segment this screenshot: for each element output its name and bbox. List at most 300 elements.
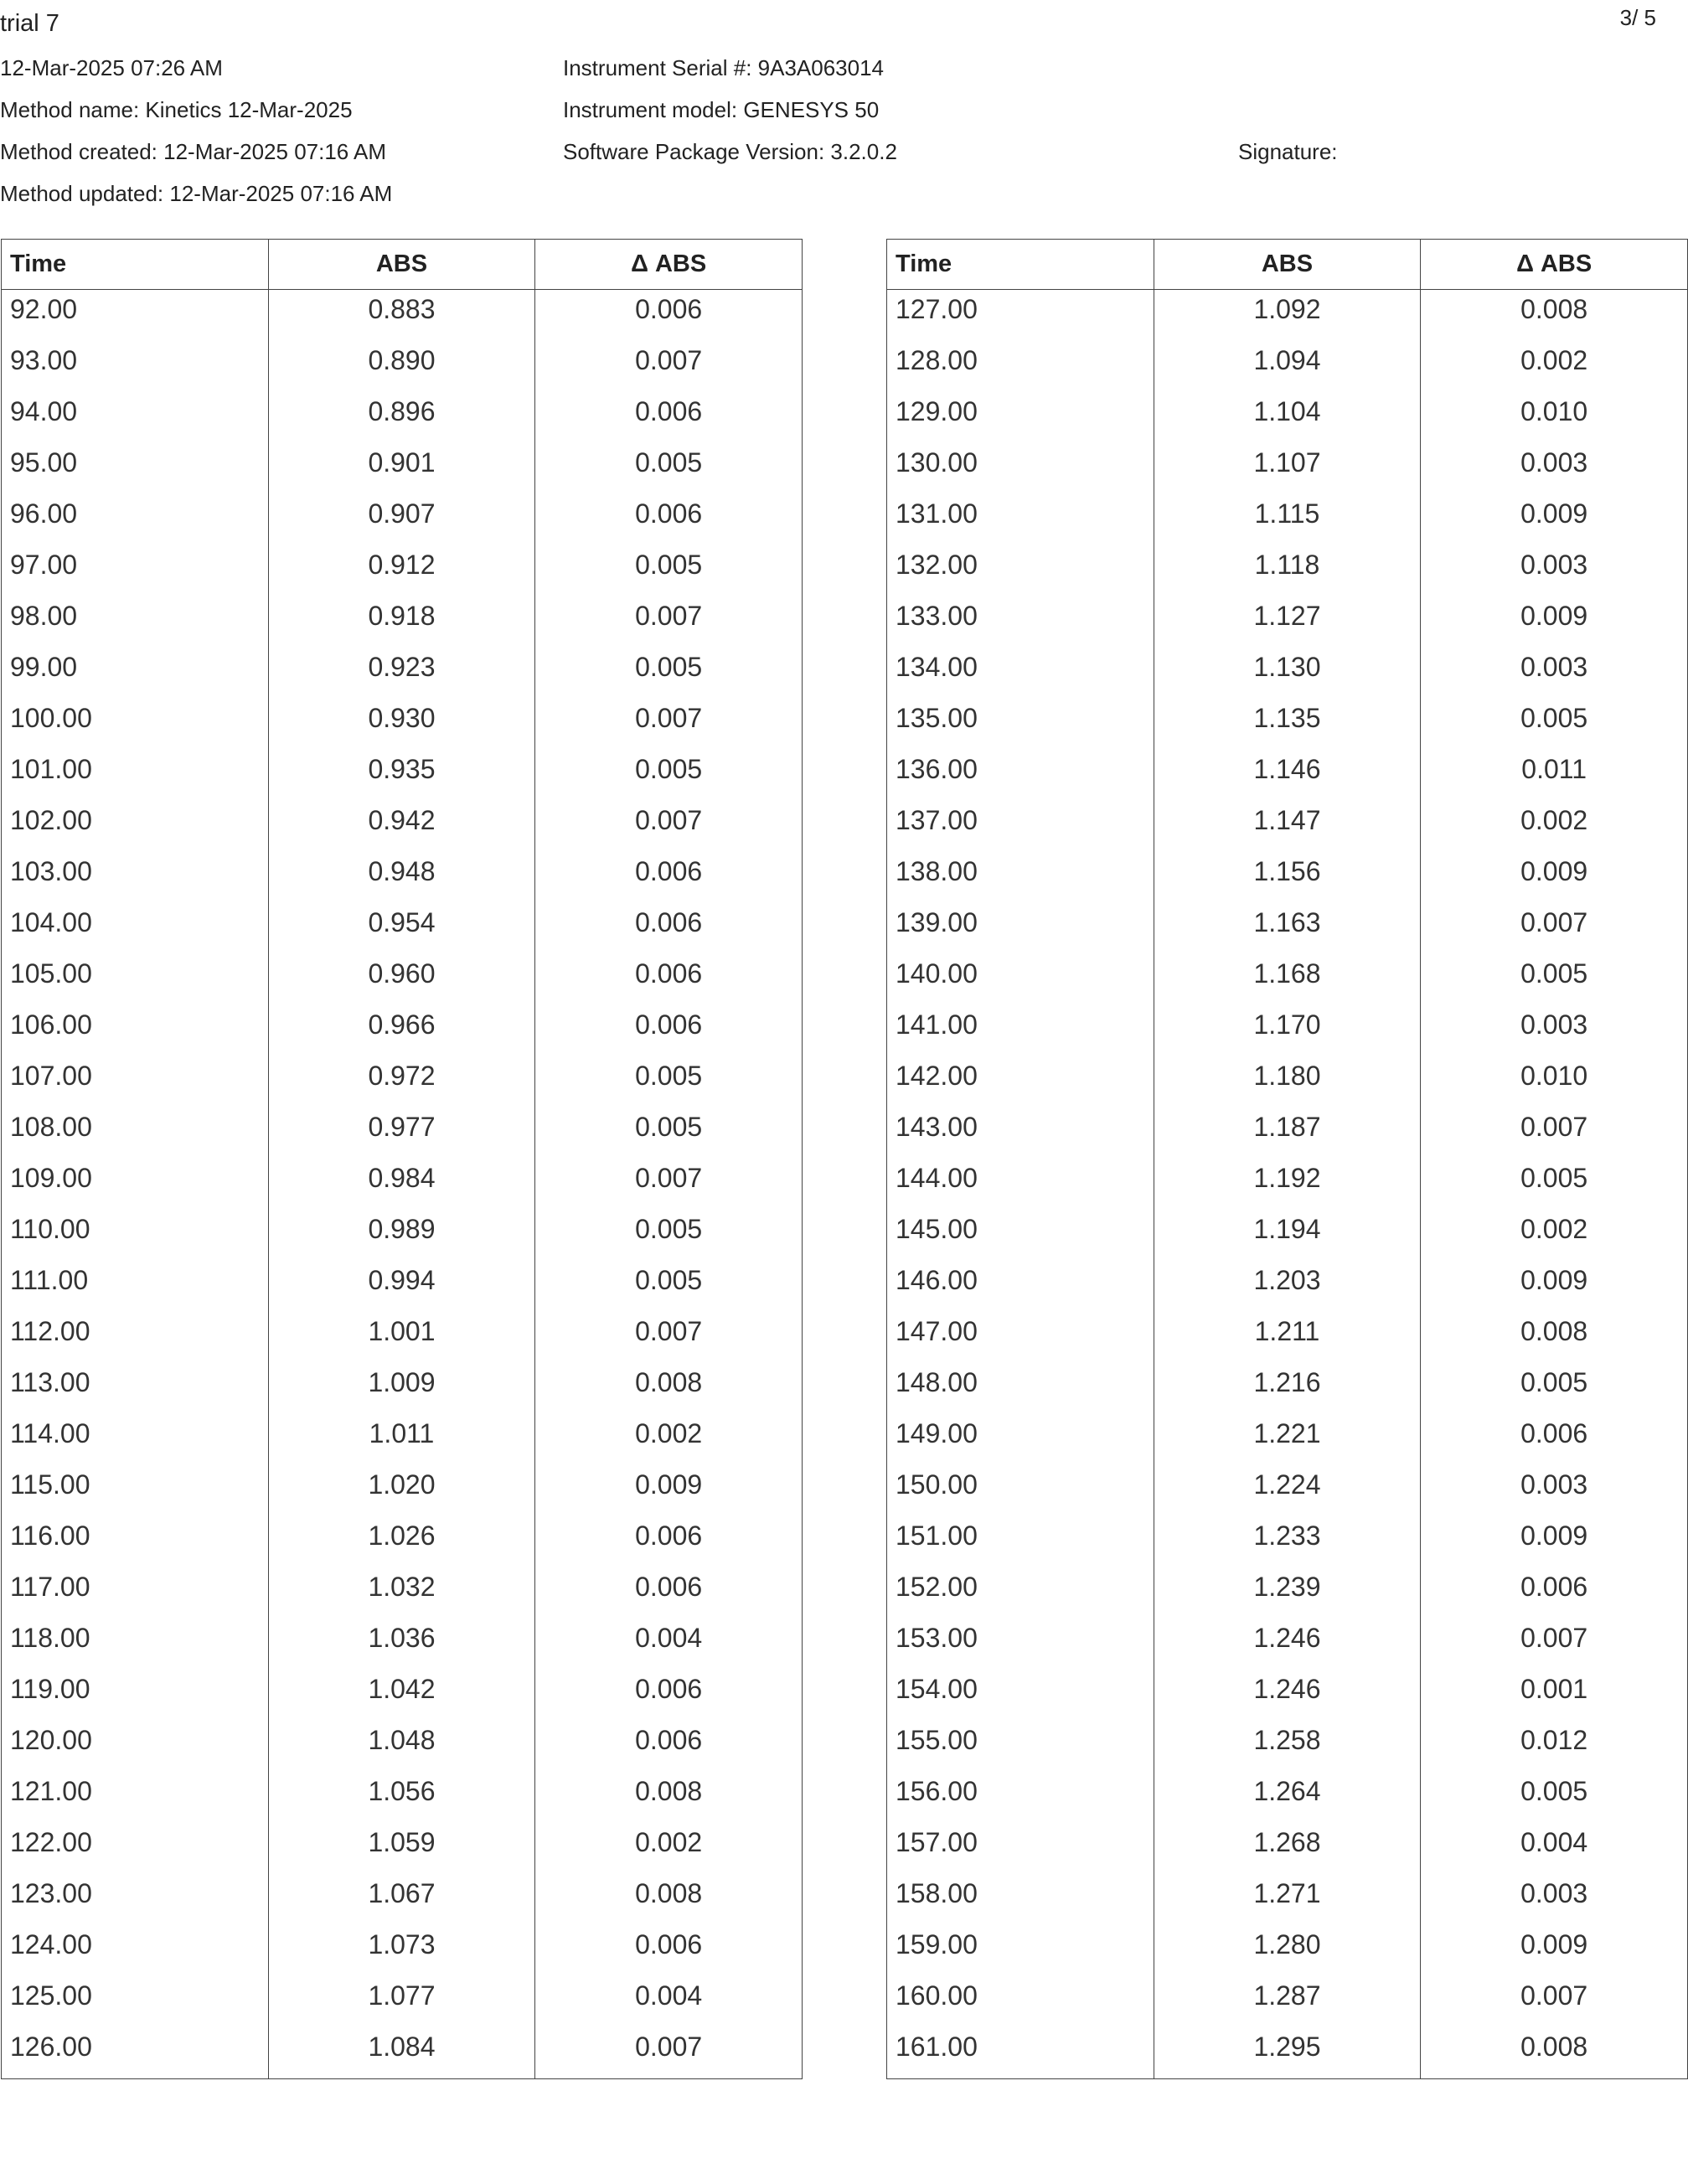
delta-abs-cell: 0.006 (535, 494, 803, 545)
table-row (887, 1976, 1688, 2027)
abs-cell: 1.271 (1154, 1874, 1421, 1925)
abs-cell: 1.077 (268, 1976, 535, 2027)
time-cell: 129.00 (887, 392, 1154, 443)
table-row (887, 1312, 1688, 1363)
delta-abs-cell: 0.010 (1421, 392, 1688, 443)
table-row (887, 1261, 1688, 1312)
abs-cell: 0.977 (268, 1107, 535, 1159)
delta-abs-cell: 0.007 (535, 341, 803, 392)
abs-cell: 1.216 (1154, 1363, 1421, 1414)
delta-abs-cell: 0.007 (1421, 1107, 1688, 1159)
delta-abs-cell: 0.006 (535, 290, 803, 342)
table-row (887, 1159, 1688, 1210)
delta-abs-cell: 0.002 (1421, 341, 1688, 392)
table-row (2, 1516, 803, 1567)
delta-abs-cell: 0.006 (535, 1925, 803, 1976)
table-row (2, 852, 803, 903)
time-cell: 101.00 (2, 750, 269, 801)
delta-abs-cell: 0.001 (1421, 1670, 1688, 1721)
column-header-time: Time (887, 240, 1154, 290)
page-number: 3/ 5 (1619, 5, 1656, 30)
abs-cell: 0.907 (268, 494, 535, 545)
abs-cell: 1.221 (1154, 1414, 1421, 1465)
abs-cell: 1.233 (1154, 1516, 1421, 1567)
time-cell: 111.00 (2, 1261, 269, 1312)
abs-cell: 1.026 (268, 1516, 535, 1567)
time-cell: 92.00 (2, 290, 269, 342)
abs-cell: 0.912 (268, 545, 535, 596)
time-cell: 146.00 (887, 1261, 1154, 1312)
method-updated: Method updated: 12-Mar-2025 07:16 AM (0, 181, 393, 206)
time-cell: 98.00 (2, 596, 269, 648)
table-row (2, 1619, 803, 1670)
table-row (887, 1925, 1688, 1976)
delta-abs-cell: 0.005 (1421, 1772, 1688, 1823)
time-cell: 103.00 (2, 852, 269, 903)
delta-abs-cell: 0.006 (535, 392, 803, 443)
time-cell: 150.00 (887, 1465, 1154, 1516)
delta-abs-cell: 0.010 (1421, 1056, 1688, 1107)
delta-abs-cell: 0.009 (1421, 1261, 1688, 1312)
abs-cell: 1.295 (1154, 2027, 1421, 2078)
table-row (887, 1567, 1688, 1619)
time-cell: 144.00 (887, 1159, 1154, 1210)
abs-cell: 1.073 (268, 1925, 535, 1976)
abs-cell: 0.972 (268, 1056, 535, 1107)
delta-abs-cell: 0.007 (535, 2027, 803, 2078)
time-cell: 133.00 (887, 596, 1154, 648)
delta-abs-cell: 0.009 (1421, 1925, 1688, 1976)
time-cell: 141.00 (887, 1005, 1154, 1056)
delta-abs-cell: 0.007 (1421, 903, 1688, 954)
time-cell: 161.00 (887, 2027, 1154, 2078)
table-row (2, 341, 803, 392)
time-cell: 155.00 (887, 1721, 1154, 1772)
time-cell: 112.00 (2, 1312, 269, 1363)
delta-abs-cell: 0.006 (535, 903, 803, 954)
time-cell: 113.00 (2, 1363, 269, 1414)
abs-cell: 1.163 (1154, 903, 1421, 954)
table-row (2, 290, 803, 342)
time-cell: 140.00 (887, 954, 1154, 1005)
table-row (2, 1976, 803, 2027)
instrument-serial: Instrument Serial #: 9A3A063014 (563, 55, 885, 80)
time-cell: 115.00 (2, 1465, 269, 1516)
table-row (2, 1414, 803, 1465)
table-row (887, 801, 1688, 852)
document-title: trial 7 (0, 10, 59, 37)
abs-cell: 1.203 (1154, 1261, 1421, 1312)
table-row (887, 1670, 1688, 1721)
abs-cell: 0.930 (268, 699, 535, 750)
abs-cell: 1.056 (268, 1772, 535, 1823)
table-row (887, 648, 1688, 699)
abs-cell: 1.020 (268, 1465, 535, 1516)
abs-cell: 1.067 (268, 1874, 535, 1925)
table-row (887, 1619, 1688, 1670)
time-cell: 135.00 (887, 699, 1154, 750)
delta-abs-cell: 0.007 (535, 1312, 803, 1363)
delta-abs-cell: 0.009 (1421, 494, 1688, 545)
abs-cell: 0.883 (268, 290, 535, 342)
table-row (2, 1465, 803, 1516)
abs-cell: 1.009 (268, 1363, 535, 1414)
delta-abs-cell: 0.002 (1421, 1210, 1688, 1261)
delta-abs-cell: 0.005 (535, 443, 803, 494)
abs-cell: 1.239 (1154, 1567, 1421, 1619)
delta-abs-cell: 0.005 (1421, 699, 1688, 750)
abs-cell: 0.954 (268, 903, 535, 954)
abs-cell: 1.032 (268, 1567, 535, 1619)
table-row (887, 954, 1688, 1005)
abs-cell: 0.960 (268, 954, 535, 1005)
abs-cell: 0.918 (268, 596, 535, 648)
time-cell: 157.00 (887, 1823, 1154, 1874)
table-row (887, 1005, 1688, 1056)
table-row (2, 1567, 803, 1619)
abs-cell: 0.942 (268, 801, 535, 852)
delta-abs-cell: 0.006 (535, 1670, 803, 1721)
delta-abs-cell: 0.012 (1421, 1721, 1688, 1772)
abs-cell: 1.115 (1154, 494, 1421, 545)
table-row (2, 750, 803, 801)
delta-abs-cell: 0.009 (535, 1465, 803, 1516)
time-cell: 154.00 (887, 1670, 1154, 1721)
time-cell: 131.00 (887, 494, 1154, 545)
abs-cell: 1.246 (1154, 1670, 1421, 1721)
abs-cell: 1.180 (1154, 1056, 1421, 1107)
abs-cell: 1.042 (268, 1670, 535, 1721)
delta-abs-cell: 0.002 (1421, 801, 1688, 852)
delta-abs-cell: 0.008 (535, 1772, 803, 1823)
table-row (887, 290, 1688, 342)
time-cell: 105.00 (2, 954, 269, 1005)
delta-abs-cell: 0.005 (535, 750, 803, 801)
abs-cell: 1.130 (1154, 648, 1421, 699)
abs-cell: 1.094 (1154, 341, 1421, 392)
time-cell: 104.00 (2, 903, 269, 954)
abs-cell: 1.268 (1154, 1823, 1421, 1874)
delta-abs-cell: 0.005 (535, 545, 803, 596)
time-cell: 110.00 (2, 1210, 269, 1261)
time-cell: 118.00 (2, 1619, 269, 1670)
time-cell: 95.00 (2, 443, 269, 494)
table-row (887, 1721, 1688, 1772)
time-cell: 109.00 (2, 1159, 269, 1210)
instrument-model: Instrument model: GENESYS 50 (563, 97, 880, 122)
table-row (2, 596, 803, 648)
delta-abs-cell: 0.008 (1421, 290, 1688, 342)
table-row (887, 1056, 1688, 1107)
table-row (887, 392, 1688, 443)
delta-abs-cell: 0.008 (535, 1363, 803, 1414)
time-cell: 137.00 (887, 801, 1154, 852)
table-header-row (887, 240, 1688, 290)
table-row (887, 1874, 1688, 1925)
method-name: Method name: Kinetics 12-Mar-2025 (0, 97, 353, 122)
abs-cell: 1.104 (1154, 392, 1421, 443)
table-bottom-padding (2, 2078, 803, 2079)
abs-cell: 1.084 (268, 2027, 535, 2078)
signature-label: Signature: (1238, 139, 1338, 164)
delta-abs-cell: 0.007 (535, 699, 803, 750)
table-row (2, 1670, 803, 1721)
padding-cell (1154, 2078, 1421, 2079)
time-cell: 159.00 (887, 1925, 1154, 1976)
abs-cell: 1.059 (268, 1823, 535, 1874)
table-row (2, 954, 803, 1005)
table-row (2, 1721, 803, 1772)
time-cell: 130.00 (887, 443, 1154, 494)
time-cell: 97.00 (2, 545, 269, 596)
delta-abs-cell: 0.003 (1421, 648, 1688, 699)
table-row (2, 903, 803, 954)
time-cell: 107.00 (2, 1056, 269, 1107)
delta-abs-cell: 0.009 (1421, 852, 1688, 903)
data-table-left (1, 239, 803, 2079)
table-row (887, 1772, 1688, 1823)
table-row (2, 392, 803, 443)
delta-abs-cell: 0.007 (535, 596, 803, 648)
padding-cell (887, 2078, 1154, 2079)
table-row (2, 1107, 803, 1159)
abs-cell: 1.246 (1154, 1619, 1421, 1670)
delta-abs-cell: 0.006 (535, 954, 803, 1005)
time-cell: 119.00 (2, 1670, 269, 1721)
delta-abs-cell: 0.008 (1421, 1312, 1688, 1363)
abs-cell: 1.001 (268, 1312, 535, 1363)
padding-cell (2, 2078, 269, 2079)
abs-cell: 1.224 (1154, 1465, 1421, 1516)
abs-cell: 0.896 (268, 392, 535, 443)
column-header-delta-abs: Δ ABS (1421, 240, 1688, 290)
delta-abs-cell: 0.005 (535, 1210, 803, 1261)
abs-cell: 0.935 (268, 750, 535, 801)
delta-abs-cell: 0.003 (1421, 1465, 1688, 1516)
padding-cell (1421, 2078, 1688, 2079)
table-row (887, 2027, 1688, 2078)
table-row (887, 903, 1688, 954)
time-cell: 151.00 (887, 1516, 1154, 1567)
table-row (887, 1516, 1688, 1567)
table-row (2, 1210, 803, 1261)
table-row (2, 1005, 803, 1056)
time-cell: 138.00 (887, 852, 1154, 903)
table-row (887, 1465, 1688, 1516)
delta-abs-cell: 0.007 (535, 1159, 803, 1210)
abs-cell: 1.170 (1154, 1005, 1421, 1056)
table-row (2, 1772, 803, 1823)
time-cell: 121.00 (2, 1772, 269, 1823)
time-cell: 139.00 (887, 903, 1154, 954)
time-cell: 156.00 (887, 1772, 1154, 1823)
time-cell: 120.00 (2, 1721, 269, 1772)
table-row (887, 852, 1688, 903)
abs-cell: 1.011 (268, 1414, 535, 1465)
time-cell: 160.00 (887, 1976, 1154, 2027)
delta-abs-cell: 0.004 (1421, 1823, 1688, 1874)
table-row (887, 750, 1688, 801)
column-header-delta-abs: Δ ABS (535, 240, 803, 290)
time-cell: 93.00 (2, 341, 269, 392)
abs-cell: 1.048 (268, 1721, 535, 1772)
table-row (2, 1823, 803, 1874)
delta-abs-cell: 0.006 (535, 1567, 803, 1619)
abs-cell: 0.989 (268, 1210, 535, 1261)
abs-cell: 1.187 (1154, 1107, 1421, 1159)
table-row (887, 1107, 1688, 1159)
delta-abs-cell: 0.002 (535, 1823, 803, 1874)
table-row (2, 1874, 803, 1925)
table-row (887, 341, 1688, 392)
abs-cell: 0.966 (268, 1005, 535, 1056)
abs-cell: 0.890 (268, 341, 535, 392)
abs-cell: 1.147 (1154, 801, 1421, 852)
delta-abs-cell: 0.006 (535, 852, 803, 903)
delta-abs-cell: 0.006 (535, 1516, 803, 1567)
time-cell: 123.00 (2, 1874, 269, 1925)
abs-cell: 1.258 (1154, 1721, 1421, 1772)
table-row (2, 1056, 803, 1107)
abs-cell: 0.901 (268, 443, 535, 494)
table-row (887, 1210, 1688, 1261)
delta-abs-cell: 0.008 (1421, 2027, 1688, 2078)
time-cell: 99.00 (2, 648, 269, 699)
time-cell: 143.00 (887, 1107, 1154, 1159)
delta-abs-cell: 0.005 (535, 1261, 803, 1312)
abs-cell: 1.146 (1154, 750, 1421, 801)
delta-abs-cell: 0.005 (535, 1056, 803, 1107)
time-cell: 136.00 (887, 750, 1154, 801)
time-cell: 96.00 (2, 494, 269, 545)
table-row (2, 545, 803, 596)
table-row (2, 699, 803, 750)
method-created: Method created: 12-Mar-2025 07:16 AM (0, 139, 387, 164)
delta-abs-cell: 0.003 (1421, 1874, 1688, 1925)
time-cell: 148.00 (887, 1363, 1154, 1414)
table-row (2, 1261, 803, 1312)
delta-abs-cell: 0.009 (1421, 596, 1688, 648)
time-cell: 145.00 (887, 1210, 1154, 1261)
time-cell: 124.00 (2, 1925, 269, 1976)
column-header-time: Time (2, 240, 269, 290)
delta-abs-cell: 0.006 (535, 1005, 803, 1056)
column-header-abs: ABS (1154, 240, 1421, 290)
table-row (2, 1312, 803, 1363)
data-table-right (886, 239, 1688, 2079)
delta-abs-cell: 0.002 (535, 1414, 803, 1465)
column-header-abs: ABS (268, 240, 535, 290)
time-cell: 132.00 (887, 545, 1154, 596)
software-version: Software Package Version: 3.2.0.2 (563, 139, 897, 164)
abs-cell: 1.280 (1154, 1925, 1421, 1976)
table-row (2, 2027, 803, 2078)
delta-abs-cell: 0.005 (535, 1107, 803, 1159)
abs-cell: 1.287 (1154, 1976, 1421, 2027)
delta-abs-cell: 0.006 (535, 1721, 803, 1772)
delta-abs-cell: 0.005 (535, 648, 803, 699)
time-cell: 126.00 (2, 2027, 269, 2078)
table-row (2, 1925, 803, 1976)
table-row (887, 1363, 1688, 1414)
abs-cell: 1.036 (268, 1619, 535, 1670)
padding-cell (268, 2078, 535, 2079)
table-row (2, 801, 803, 852)
time-cell: 106.00 (2, 1005, 269, 1056)
abs-cell: 0.984 (268, 1159, 535, 1210)
delta-abs-cell: 0.009 (1421, 1516, 1688, 1567)
abs-cell: 1.211 (1154, 1312, 1421, 1363)
report-datetime: 12-Mar-2025 07:26 AM (0, 55, 223, 80)
time-cell: 153.00 (887, 1619, 1154, 1670)
table-row (2, 1159, 803, 1210)
abs-cell: 1.156 (1154, 852, 1421, 903)
abs-cell: 1.194 (1154, 1210, 1421, 1261)
delta-abs-cell: 0.011 (1421, 750, 1688, 801)
table-row (887, 545, 1688, 596)
time-cell: 158.00 (887, 1874, 1154, 1925)
abs-cell: 1.168 (1154, 954, 1421, 1005)
table-row (2, 494, 803, 545)
abs-cell: 1.135 (1154, 699, 1421, 750)
table-row (887, 596, 1688, 648)
delta-abs-cell: 0.003 (1421, 443, 1688, 494)
delta-abs-cell: 0.003 (1421, 545, 1688, 596)
table-bottom-padding (887, 2078, 1688, 2079)
time-cell: 128.00 (887, 341, 1154, 392)
delta-abs-cell: 0.007 (535, 801, 803, 852)
abs-cell: 0.948 (268, 852, 535, 903)
delta-abs-cell: 0.005 (1421, 1363, 1688, 1414)
padding-cell (535, 2078, 803, 2079)
abs-cell: 1.092 (1154, 290, 1421, 342)
table-row (2, 1363, 803, 1414)
abs-cell: 1.107 (1154, 443, 1421, 494)
table-row (2, 443, 803, 494)
delta-abs-cell: 0.008 (535, 1874, 803, 1925)
abs-cell: 0.923 (268, 648, 535, 699)
table-row (887, 494, 1688, 545)
time-cell: 117.00 (2, 1567, 269, 1619)
abs-cell: 0.994 (268, 1261, 535, 1312)
time-cell: 125.00 (2, 1976, 269, 2027)
time-cell: 122.00 (2, 1823, 269, 1874)
table-row (887, 1414, 1688, 1465)
time-cell: 142.00 (887, 1056, 1154, 1107)
time-cell: 94.00 (2, 392, 269, 443)
delta-abs-cell: 0.004 (535, 1619, 803, 1670)
abs-cell: 1.127 (1154, 596, 1421, 648)
table-row (887, 699, 1688, 750)
delta-abs-cell: 0.006 (1421, 1414, 1688, 1465)
table-header-row (2, 240, 803, 290)
time-cell: 127.00 (887, 290, 1154, 342)
time-cell: 102.00 (2, 801, 269, 852)
delta-abs-cell: 0.006 (1421, 1567, 1688, 1619)
delta-abs-cell: 0.003 (1421, 1005, 1688, 1056)
abs-cell: 1.118 (1154, 545, 1421, 596)
delta-abs-cell: 0.004 (535, 1976, 803, 2027)
time-cell: 116.00 (2, 1516, 269, 1567)
abs-cell: 1.264 (1154, 1772, 1421, 1823)
delta-abs-cell: 0.007 (1421, 1619, 1688, 1670)
table-row (887, 443, 1688, 494)
abs-cell: 1.192 (1154, 1159, 1421, 1210)
table-row (887, 1823, 1688, 1874)
time-cell: 147.00 (887, 1312, 1154, 1363)
time-cell: 108.00 (2, 1107, 269, 1159)
time-cell: 114.00 (2, 1414, 269, 1465)
